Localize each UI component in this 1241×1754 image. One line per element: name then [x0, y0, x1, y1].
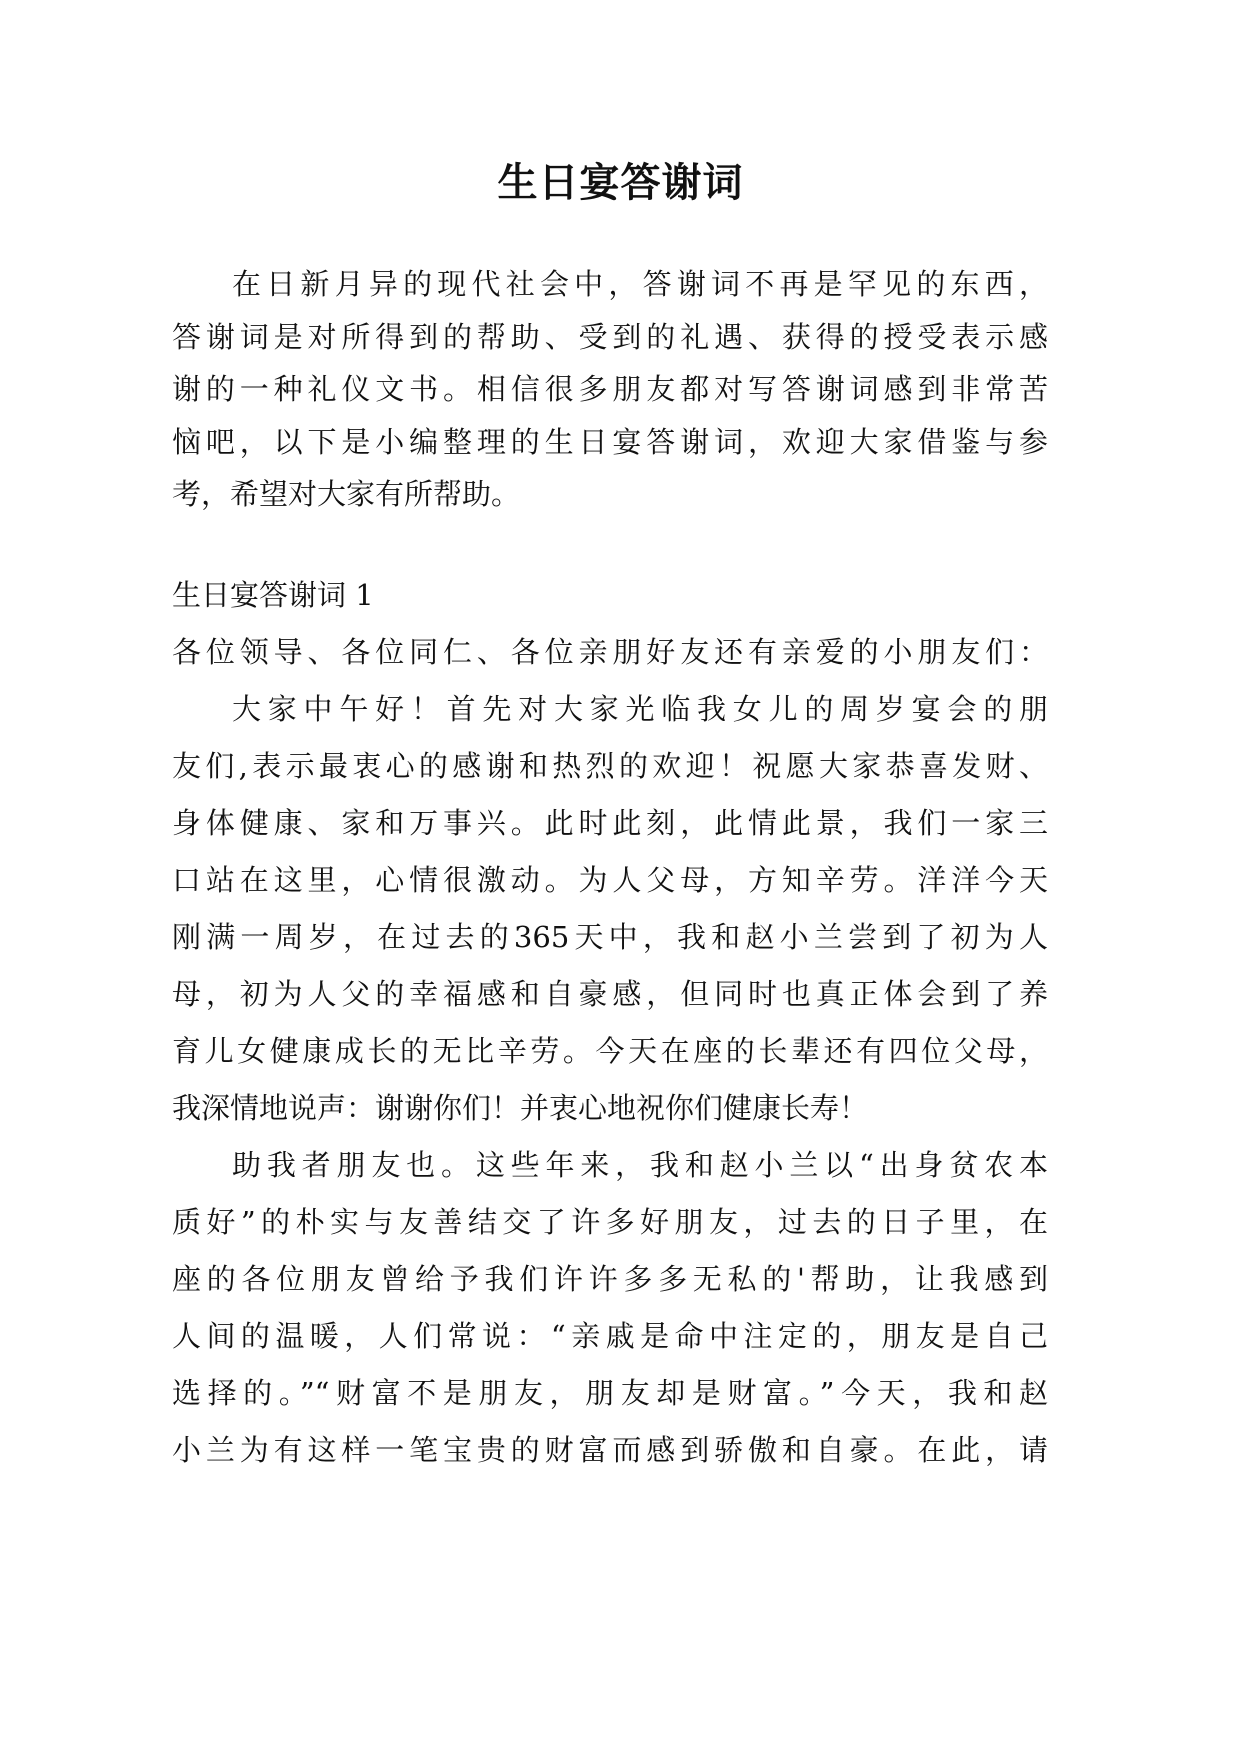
paragraph-line: 答谢词是对所得到的帮助、受到的礼遇、获得的授受表示感: [172, 319, 1048, 354]
paragraph-line: 口站在这里，心情很激动。为人父母，方知辛劳。洋洋今天: [172, 863, 1048, 897]
intro-paragraph: [172, 258, 1048, 521]
body-paragraph: [172, 1137, 1048, 1479]
section-body: [172, 567, 1048, 1479]
paragraph-line: 助我者朋友也。这些年来，我和赵小兰以“出身贫农本: [232, 1148, 1048, 1182]
section-heading: 生日宴答谢词 1: [172, 578, 374, 612]
paragraph-line: 质好”的朴实与友善结交了许多好朋友，过去的日子里，在: [172, 1205, 1048, 1239]
paragraph-line: 人间的温暖，人们常说：“亲戚是命中注定的，朋友是自己: [172, 1319, 1048, 1353]
paragraph-line: 座的各位朋友曾给予我们许许多多无私的'帮助，让我感到: [172, 1262, 1048, 1296]
document-title: 生日宴答谢词: [497, 159, 744, 206]
paragraph-line: 考，希望对大家有所帮助。: [172, 477, 521, 511]
paragraph-line: 母，初为人父的幸福感和自豪感，但同时也真正体会到了养: [172, 977, 1048, 1011]
paragraph-line: 大家中午好！首先对大家光临我女儿的周岁宴会的朋: [232, 692, 1048, 726]
paragraph-line: 育儿女健康成长的无比辛劳。今天在座的长辈还有四位父母，: [172, 1034, 1048, 1068]
salutation: 各位领导、各位同仁、各位亲朋好友还有亲爱的小朋友们：: [172, 635, 1048, 669]
paragraph-line: 恼吧，以下是小编整理的生日宴答谢词，欢迎大家借鉴与参: [172, 424, 1048, 459]
paragraph-line: 友们,表示最衷心的感谢和热烈的欢迎！祝愿大家恭喜发财、: [172, 749, 1048, 783]
paragraph-line: 谢的一种礼仪文书。相信很多朋友都对写答谢词感到非常苦: [172, 372, 1048, 406]
body-paragraph: [172, 681, 1048, 1137]
paragraph-line: 刚满一周岁，在过去的365天中，我和赵小兰尝到了初为人: [172, 920, 1048, 954]
paragraph-line: 在日新月异的现代社会中，答谢词不再是罕见的东西，: [232, 267, 1048, 301]
paragraph-line: 我深情地说声：谢谢你们！并衷心地祝你们健康长寿！: [172, 1091, 869, 1125]
paragraph-line: 小兰为有这样一笔宝贵的财富而感到骄傲和自豪。在此，请: [172, 1433, 1048, 1467]
paragraph-line: 选择的。”“财富不是朋友，朋友却是财富。”今天，我和赵: [172, 1376, 1048, 1410]
paragraph-line: 身体健康、家和万事兴。此时此刻，此情此景，我们一家三: [172, 806, 1048, 840]
